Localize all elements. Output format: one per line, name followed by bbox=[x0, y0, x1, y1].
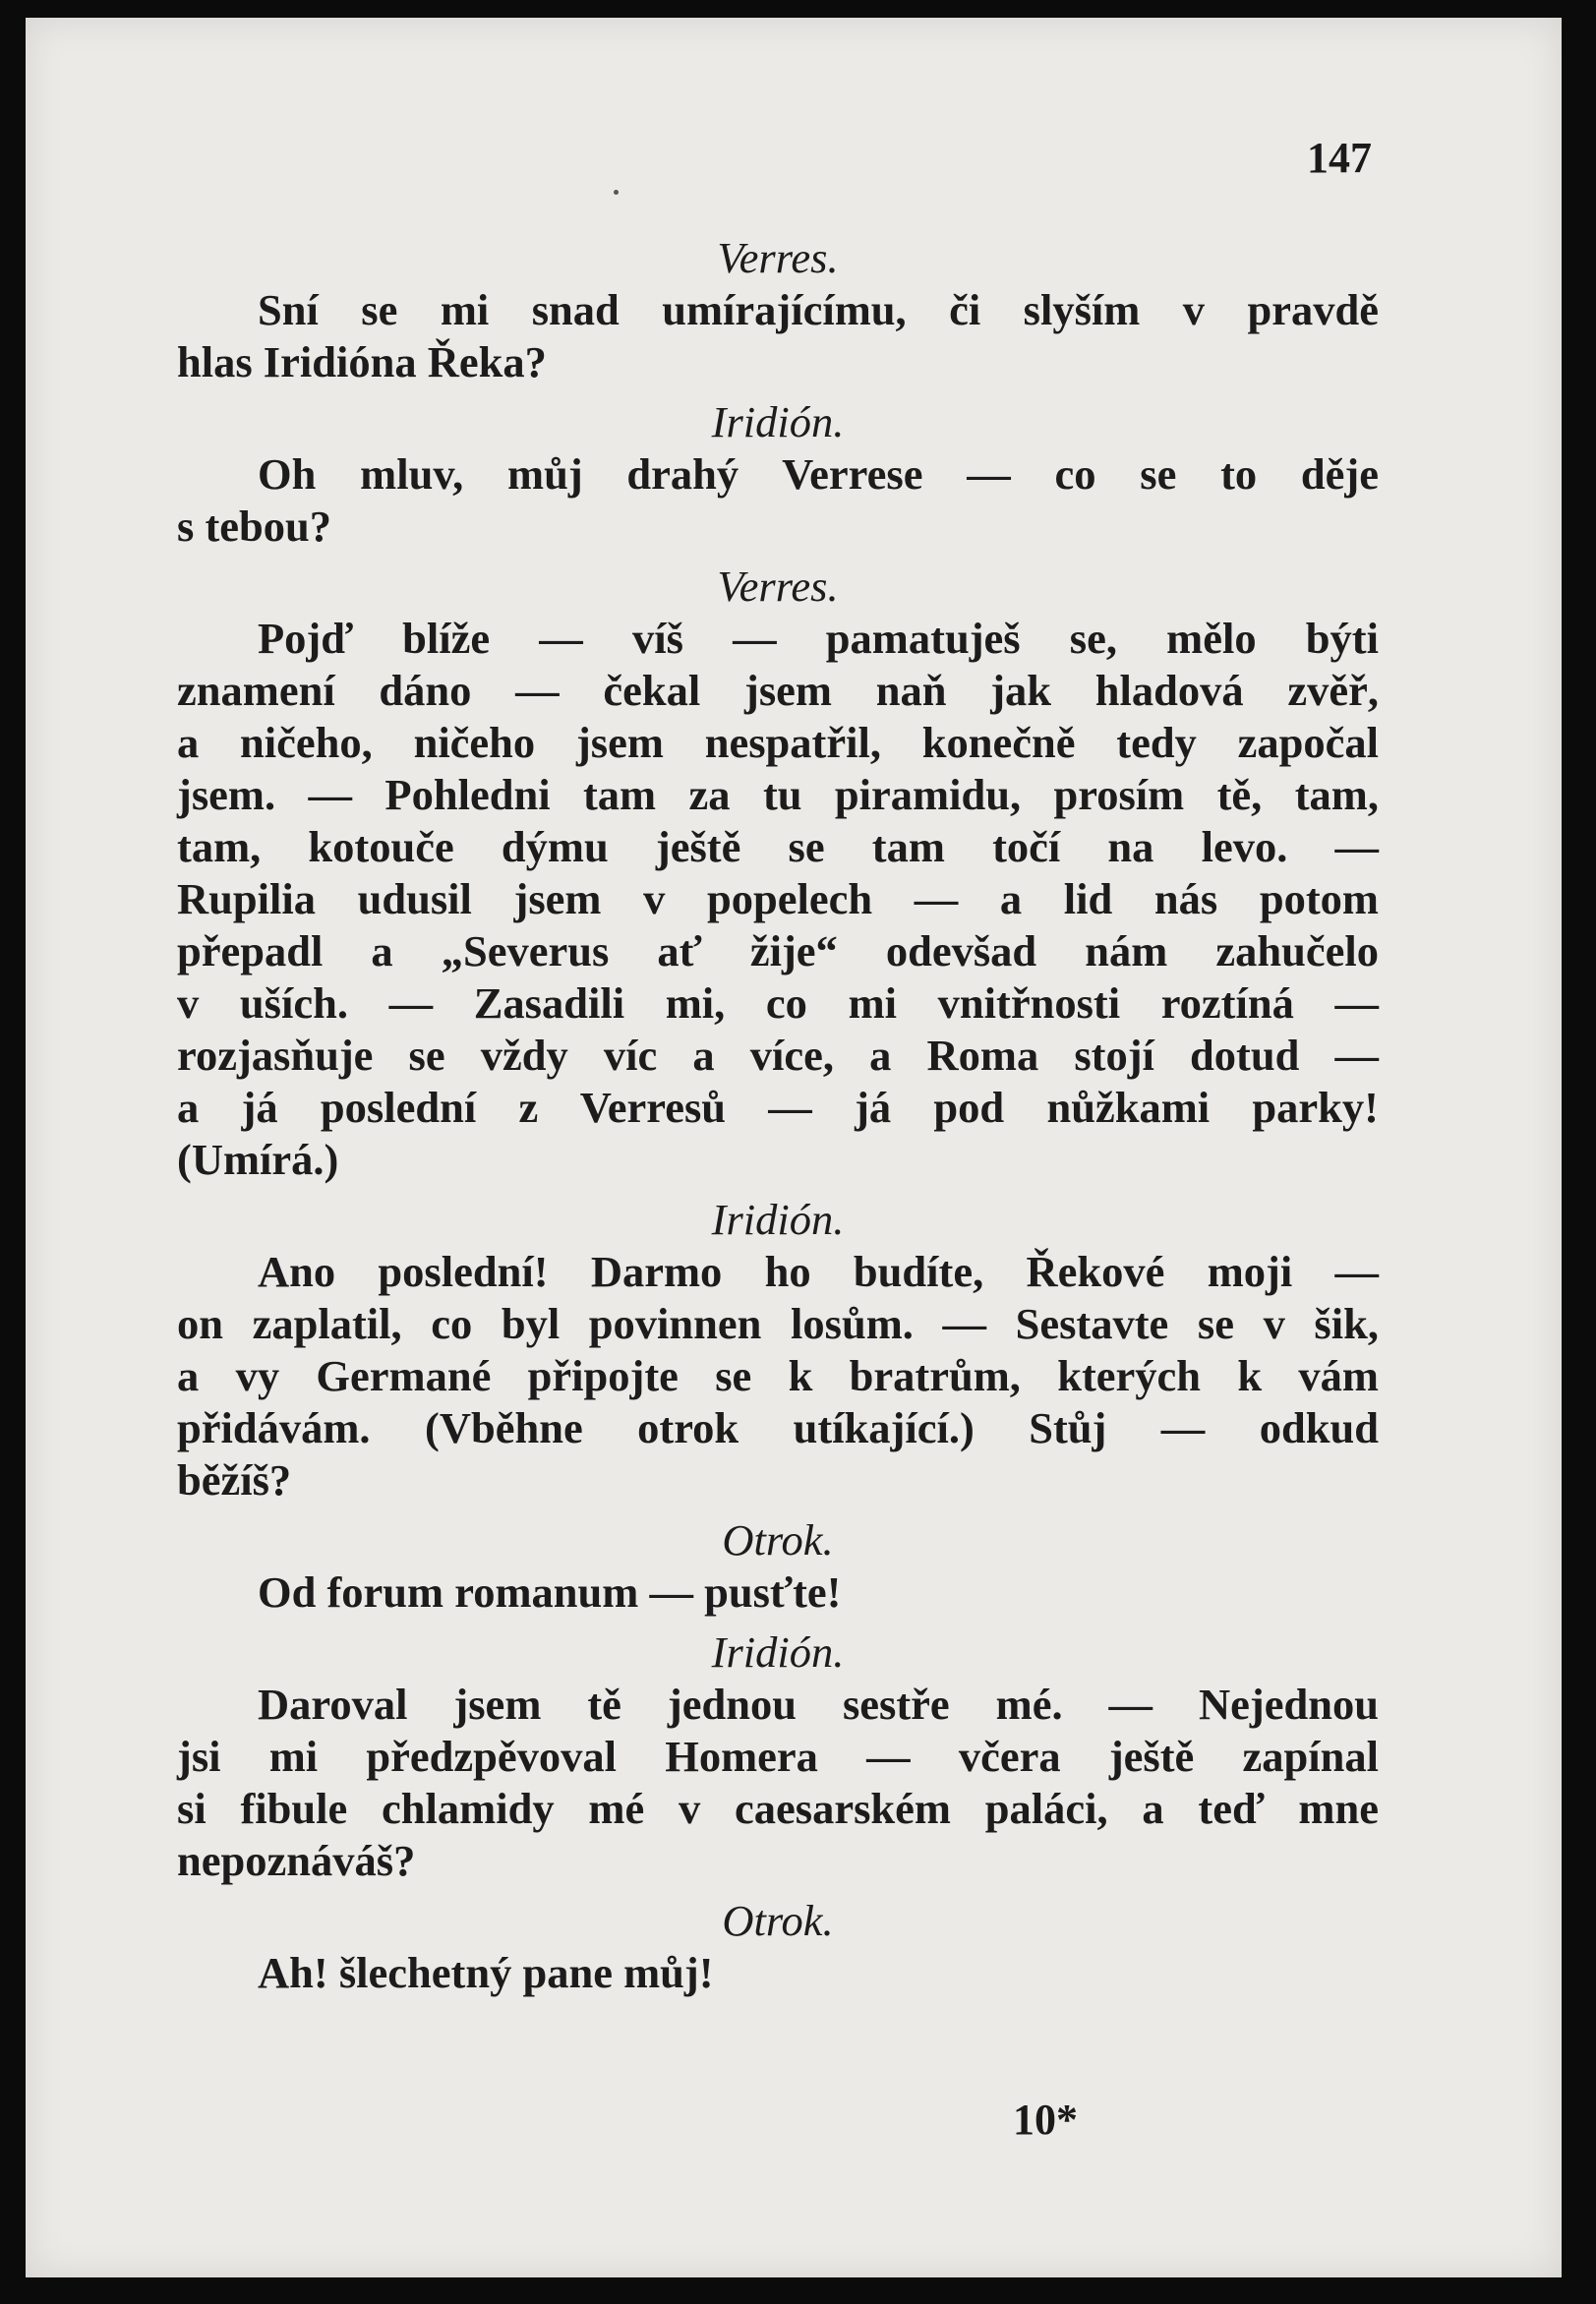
speaker-name: Verres. bbox=[717, 233, 839, 282]
speech-line: s tebou? bbox=[177, 502, 332, 551]
speech-line: hlas Iridióna Řeka? bbox=[177, 337, 547, 386]
speaker-name: Otrok. bbox=[722, 1896, 834, 1945]
speaker-name: Iridión. bbox=[711, 397, 845, 446]
speech-line: v uších. — Zasadili mi, co mi vnitřnosti roztíná — bbox=[177, 978, 1379, 1028]
dialogue-block bbox=[177, 561, 1379, 1186]
speech-line: Ah! šlechetný pane můj! bbox=[258, 1948, 714, 1997]
speech-line: rozjasňuje se vždy víc a více, a Roma stojí dotud — bbox=[177, 1031, 1379, 1080]
speech-line: přidávám. (Vběhne otrok utíkající.) Stůj — odkud bbox=[177, 1403, 1379, 1452]
speech-line: přepadl a „Severus ať žije“ odevšad nám zahučelo bbox=[177, 926, 1379, 975]
dialogue-block bbox=[177, 1626, 1379, 1887]
speech-line: znamení dáno — čekal jsem naň jak hladová zvěř, bbox=[177, 666, 1379, 715]
speech-line: Oh mluv, můj drahý Verrese — co se to děje bbox=[258, 449, 1379, 499]
speech-line: on zaplatil, co byl povinnen losům. — Sestavte se v šik, bbox=[177, 1299, 1379, 1348]
speaker-name: Iridión. bbox=[711, 1195, 845, 1244]
page-text bbox=[177, 232, 1379, 2007]
speech bbox=[177, 613, 1379, 1186]
speech-line: a ničeho, ničeho jsem nespatřil, konečně tedy započal bbox=[177, 718, 1379, 767]
speech-line: jsem. — Pohledni tam za tu piramidu, prosím tě, tam, bbox=[177, 770, 1379, 819]
speech bbox=[177, 1246, 1379, 1506]
speech-line: nepoznáváš? bbox=[177, 1836, 416, 1885]
speech bbox=[177, 1947, 1379, 1999]
speech-line: a vy Germané připojte se k bratrům, kterých k vám bbox=[177, 1351, 1379, 1400]
speech-line: Pojď blíže — víš — pamatuješ se, mělo býti bbox=[258, 614, 1379, 663]
speech bbox=[177, 1566, 1379, 1619]
speech-line: Od forum romanum — pusťte! bbox=[258, 1567, 842, 1617]
speech-line: běžíš? bbox=[177, 1455, 292, 1505]
speech-line: (Umírá.) bbox=[177, 1135, 339, 1184]
page-number: 147 bbox=[1307, 134, 1372, 182]
speech-line: tam, kotouče dýmu ještě se tam točí na levo. — bbox=[177, 822, 1379, 871]
speech-line: a já poslední z Verresů — já pod nůžkami parky! bbox=[177, 1083, 1379, 1132]
speech bbox=[177, 448, 1379, 553]
speaker-name: Verres. bbox=[717, 561, 839, 611]
speech-line: Daroval jsem tě jednou sestře mé. — Nejednou bbox=[258, 1680, 1379, 1729]
dialogue-block bbox=[177, 1895, 1379, 1999]
speech bbox=[177, 1679, 1379, 1887]
dialogue-block bbox=[177, 1194, 1379, 1506]
speaker-name: Iridión. bbox=[711, 1627, 845, 1677]
speech-line: jsi mi předzpěvoval Homera — včera ještě zapínal bbox=[177, 1732, 1379, 1781]
speech bbox=[177, 284, 1379, 388]
speaker-name: Otrok. bbox=[722, 1515, 834, 1565]
dialogue-block bbox=[177, 396, 1379, 553]
signature-mark: 10* bbox=[1013, 2096, 1078, 2144]
speech-line: Sní se mi snad umírajícímu, či slyším v pravdě bbox=[258, 285, 1379, 334]
speck bbox=[614, 190, 619, 195]
dialogue-block bbox=[177, 1514, 1379, 1619]
speech-line: Ano poslední! Darmo ho budíte, Řekové moji — bbox=[258, 1247, 1379, 1296]
dialogue-block bbox=[177, 232, 1379, 388]
speech-line: Rupilia udusil jsem v popelech — a lid nás potom bbox=[177, 874, 1379, 923]
speech-line: si fibule chlamidy mé v caesarském paláci, a teď mne bbox=[177, 1784, 1379, 1833]
